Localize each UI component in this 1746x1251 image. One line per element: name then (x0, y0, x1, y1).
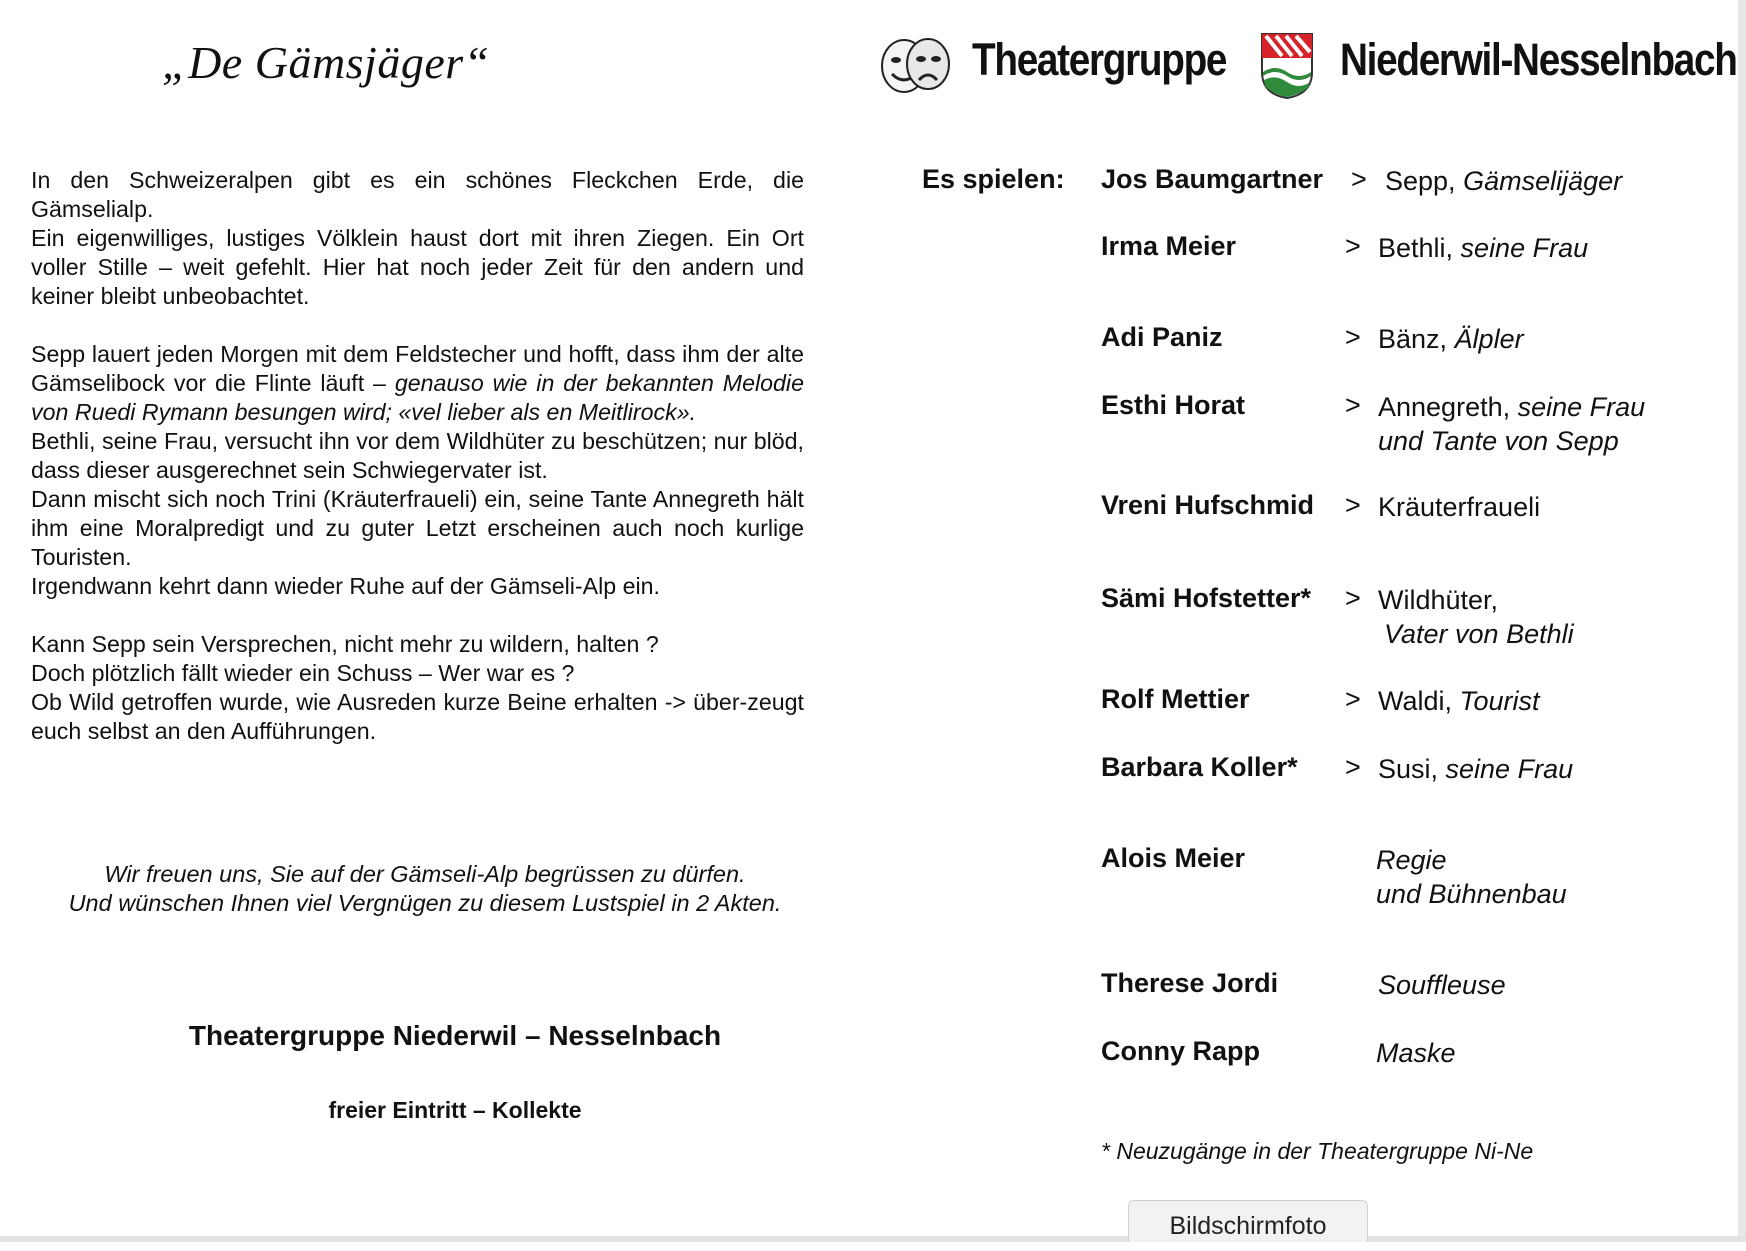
cast-row (0, 322, 1738, 392)
role-name (1385, 164, 1622, 198)
role-italic: seine Frau (1445, 754, 1574, 784)
arrow-separator: > (1345, 390, 1361, 420)
role-name (1378, 684, 1540, 718)
intro-paragraph: Bethli, seine Frau, versucht ihn vor dem Wildhüter zu beschützen; nur blöd, dass dieser ausgerechnet sein Schwiegervater ist. (31, 428, 804, 483)
role-italic: Tourist (1459, 686, 1540, 716)
role-name (1378, 322, 1524, 356)
intro-paragraph: Irgendwann kehrt dann wieder Ruhe auf der Gämseli-Alp ein. (31, 573, 660, 599)
crew-row (0, 843, 1738, 913)
arrow-separator: > (1345, 231, 1361, 261)
intro-text-italic: genauso wie in der bekannten Melodie von Ruedi Rymann besungen wird; «vel lieber als en Meitlirock». (31, 370, 804, 425)
welcome-line: Und wünschen Ihnen viel Vergnügen zu diesem Lustspiel in 2 Akten. (68, 890, 782, 916)
logo-text-theatergruppe: Theatergruppe (972, 34, 1227, 85)
arrow-separator: > (1345, 684, 1361, 714)
crew-row (0, 1036, 1738, 1106)
intro-paragraph: In den Schweizeralpen gibt es ein schönes Fleckchen Erde, die Gämselialp. (31, 167, 804, 222)
crew-task-line2: und Bühnenbau (1376, 879, 1567, 909)
role-text: Kräuterfraueli (1378, 492, 1541, 522)
cast-row (0, 490, 1738, 560)
role-text: Annegreth, (1378, 392, 1518, 422)
cast-row (0, 684, 1738, 754)
actor-name: Jos Baumgartner (1101, 164, 1324, 194)
crew-task (1376, 843, 1567, 911)
entry-note: freier Eintritt – Kollekte (328, 1097, 582, 1123)
arrow-separator: > (1351, 164, 1367, 194)
organizer-name: Theatergruppe Niederwil – Nesselnbach (188, 1020, 722, 1051)
actor-name: Rolf Mettier (1101, 684, 1250, 714)
footnote: * Neuzugänge in der Theatergruppe Ni-Ne (1101, 1138, 1534, 1164)
role-text: Bänz, (1378, 324, 1455, 354)
role-italic: Älpler (1454, 324, 1524, 354)
role-name (1378, 231, 1588, 265)
cast-heading: Es spielen: (922, 164, 1065, 194)
role-name (1378, 583, 1574, 651)
role-italic-line2: Vater von Bethli (1384, 619, 1574, 649)
actor-name: Adi Paniz (1101, 322, 1223, 352)
actor-name: Sämi Hofstetter* (1101, 583, 1312, 613)
actor-name: Irma Meier (1101, 231, 1237, 261)
arrow-separator: > (1345, 752, 1361, 782)
cast-row (0, 583, 1738, 653)
crew-task (1378, 968, 1506, 1002)
role-italic-line2: und Tante von Sepp (1378, 426, 1619, 456)
role-name (1378, 752, 1573, 786)
role-text: Waldi, (1378, 686, 1460, 716)
cast-row (0, 231, 1738, 301)
arrow-separator: > (1345, 490, 1361, 520)
intro-question: Kann Sepp sein Versprechen, nicht mehr zu wildern, halten ? (31, 631, 659, 657)
cast-row (0, 390, 1738, 460)
actor-name: Vreni Hufschmid (1101, 490, 1315, 520)
play-title: „De Gämsjäger“ (162, 37, 490, 88)
crew-task-line1: Regie (1376, 845, 1447, 875)
role-text: Susi, (1378, 754, 1446, 784)
role-text: Bethli, (1378, 233, 1461, 263)
crew-name: Alois Meier (1101, 843, 1246, 873)
role-italic: Gämselijäger (1463, 166, 1623, 196)
intro-text-plain: Sepp lauert jeden Morgen mit dem Feldstecher und hofft, dass ihm der alte Gämselibock vor die Flinte läuft – (31, 341, 804, 396)
arrow-separator: > (1345, 322, 1361, 352)
theatergruppe-logo (874, 28, 1737, 108)
logo-text-niederwil-nesselnbach: Niederwil-Nesselnbach (1340, 34, 1737, 85)
role-italic: seine Frau (1460, 233, 1589, 263)
intro-question: Doch plötzlich fällt wieder ein Schuss – Wer war es ? (31, 660, 575, 686)
intro-question: Ob Wild getroffen wurde, wie Ausreden kurze Beine erhalten -> über-zeugt euch selbst an den Aufführungen. (31, 689, 804, 744)
screenshot-label-button[interactable]: Bildschirmfoto (1128, 1200, 1368, 1242)
arrow-separator: > (1345, 583, 1361, 613)
welcome-line: Wir freuen uns, Sie auf der Gämseli-Alp begrüssen zu dürfen. (104, 861, 746, 887)
crew-task-line1: Souffleuse (1378, 970, 1506, 1000)
role-text: Sepp, (1385, 166, 1464, 196)
page-edge (0, 1236, 1746, 1242)
actor-name: Esthi Horat (1101, 390, 1246, 420)
page-edge (1738, 0, 1746, 1242)
role-name (1378, 490, 1540, 524)
municipal-crest-icon (1260, 32, 1314, 100)
crew-name: Therese Jordi (1101, 968, 1279, 998)
role-italic: seine Frau (1517, 392, 1646, 422)
crew-task-line1: Maske (1376, 1038, 1456, 1068)
cast-row (0, 164, 1738, 234)
cast-row (0, 752, 1738, 822)
role-name (1378, 390, 1645, 458)
intro-paragraph: Dann mischt sich noch Trini (Kräuterfraueli) ein, seine Tante Annegreth hält ihm eine Moralpredigt und zu guter Letzt erscheinen auch noch kurlige Touristen. (31, 486, 804, 570)
crew-name: Conny Rapp (1101, 1036, 1260, 1066)
role-text: Wildhüter, (1378, 585, 1499, 615)
crew-row (0, 968, 1738, 1038)
actor-name: Barbara Koller* (1101, 752, 1298, 782)
crew-task (1376, 1036, 1456, 1070)
theater-masks-icon (874, 34, 954, 98)
intro-paragraph: Ein eigenwilliges, lustiges Völklein haust dort mit ihren Ziegen. Ein Ort voller Stille – weit gefehlt. Hier hat noch jeder Zeit für den andern und keiner bleibt unbeobachtet. (31, 225, 804, 309)
